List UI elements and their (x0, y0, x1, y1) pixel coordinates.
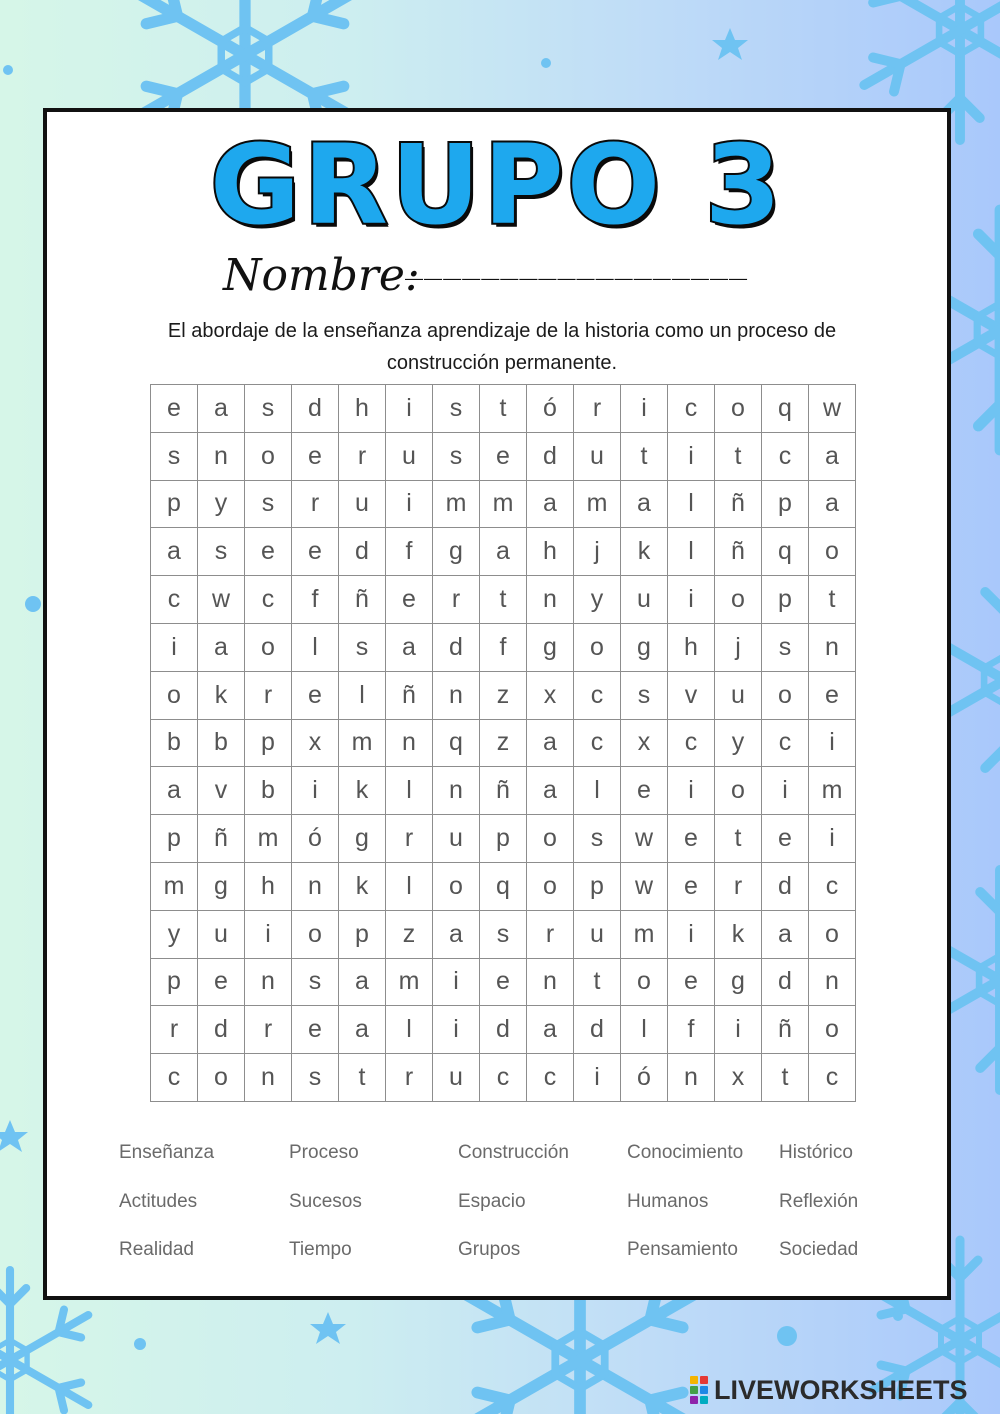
grid-cell[interactable]: l (668, 480, 715, 528)
star-icon (310, 1312, 346, 1344)
grid-cell[interactable]: t (574, 958, 621, 1006)
grid-cell[interactable]: i (245, 910, 292, 958)
grid-cell[interactable]: t (480, 385, 527, 433)
grid-cell[interactable]: m (621, 910, 668, 958)
grid-cell[interactable]: o (762, 671, 809, 719)
grid-cell[interactable]: p (762, 576, 809, 624)
grid-cell[interactable]: o (715, 767, 762, 815)
grid-cell[interactable]: h (527, 528, 574, 576)
grid-cell[interactable]: n (809, 623, 856, 671)
grid-cell[interactable]: n (245, 958, 292, 1006)
grid-row (151, 719, 856, 767)
grid-cell[interactable]: x (621, 719, 668, 767)
grid-cell[interactable]: c (151, 576, 198, 624)
grid-cell[interactable]: n (668, 1054, 715, 1102)
grid-cell[interactable]: f (480, 623, 527, 671)
grid-cell[interactable]: a (198, 623, 245, 671)
grid-cell[interactable]: i (386, 480, 433, 528)
grid-cell[interactable]: q (762, 385, 809, 433)
word-list-item: Humanos (627, 1191, 709, 1212)
grid-row (151, 385, 856, 433)
grid-cell[interactable]: o (809, 910, 856, 958)
grid-cell[interactable]: n (433, 767, 480, 815)
grid-cell[interactable]: c (762, 719, 809, 767)
grid-cell[interactable]: v (198, 767, 245, 815)
grid-cell[interactable]: l (386, 862, 433, 910)
grid-cell[interactable]: d (480, 1006, 527, 1054)
grid-cell[interactable]: m (339, 719, 386, 767)
logo-square (690, 1396, 698, 1404)
worksheet-card (43, 108, 951, 1300)
grid-cell[interactable]: g (621, 623, 668, 671)
grid-cell[interactable]: o (809, 1006, 856, 1054)
grid-cell[interactable]: u (198, 910, 245, 958)
grid-cell[interactable]: d (433, 623, 480, 671)
grid-cell[interactable]: c (151, 1054, 198, 1102)
grid-cell[interactable]: c (527, 1054, 574, 1102)
grid-cell[interactable]: a (527, 1006, 574, 1054)
grid-cell[interactable]: ñ (480, 767, 527, 815)
grid-cell[interactable]: u (339, 480, 386, 528)
grid-cell[interactable]: o (715, 385, 762, 433)
grid-cell[interactable]: f (668, 1006, 715, 1054)
grid-cell[interactable]: w (621, 862, 668, 910)
word-list-item: Realidad (119, 1239, 194, 1260)
grid-cell[interactable]: e (809, 671, 856, 719)
grid-cell[interactable]: ñ (198, 815, 245, 863)
grid-cell[interactable]: k (198, 671, 245, 719)
word-list-item: Enseñanza (119, 1142, 215, 1163)
grid-cell[interactable]: t (621, 432, 668, 480)
grid-cell[interactable]: s (480, 910, 527, 958)
grid-row (151, 576, 856, 624)
word-search-grid (150, 384, 856, 1102)
grid-cell[interactable]: e (668, 815, 715, 863)
grid-cell[interactable]: d (762, 958, 809, 1006)
grid-cell[interactable]: q (433, 719, 480, 767)
grid-cell[interactable]: v (668, 671, 715, 719)
grid-cell[interactable]: y (574, 576, 621, 624)
grid-cell[interactable]: q (480, 862, 527, 910)
grid-cell[interactable]: i (668, 576, 715, 624)
grid-cell[interactable]: ñ (762, 1006, 809, 1054)
grid-cell[interactable]: g (433, 528, 480, 576)
grid-cell[interactable]: l (386, 767, 433, 815)
grid-cell[interactable]: d (762, 862, 809, 910)
grid-cell[interactable]: k (621, 528, 668, 576)
grid-cell[interactable]: p (339, 910, 386, 958)
grid-cell[interactable]: u (574, 910, 621, 958)
grid-cell[interactable]: w (621, 815, 668, 863)
grid-cell[interactable]: m (480, 480, 527, 528)
grid-cell[interactable]: n (527, 958, 574, 1006)
grid-cell[interactable]: e (668, 862, 715, 910)
grid-cell[interactable]: r (245, 1006, 292, 1054)
grid-cell[interactable]: m (574, 480, 621, 528)
grid-cell[interactable]: o (151, 671, 198, 719)
grid-cell[interactable]: o (621, 958, 668, 1006)
grid-cell[interactable]: g (198, 862, 245, 910)
grid-cell[interactable]: m (386, 958, 433, 1006)
grid-cell[interactable]: i (668, 910, 715, 958)
word-list-item: Tiempo (289, 1239, 352, 1260)
grid-cell[interactable]: k (715, 910, 762, 958)
grid-cell[interactable]: c (668, 385, 715, 433)
grid-cell[interactable]: a (386, 623, 433, 671)
grid-row (151, 671, 856, 719)
grid-cell[interactable]: u (433, 1054, 480, 1102)
grid-cell[interactable]: s (292, 958, 339, 1006)
star-icon (0, 1120, 28, 1152)
grid-row (151, 480, 856, 528)
grid-cell[interactable]: d (292, 385, 339, 433)
brand-text: LIVEWORKSHEETS (714, 1374, 968, 1405)
grid-cell[interactable]: s (292, 1054, 339, 1102)
grid-cell[interactable]: c (574, 671, 621, 719)
grid-cell[interactable]: m (151, 862, 198, 910)
logo-square (700, 1386, 708, 1394)
grid-cell[interactable]: n (245, 1054, 292, 1102)
grid-cell[interactable]: b (198, 719, 245, 767)
grid-cell[interactable]: e (480, 958, 527, 1006)
grid-row (151, 432, 856, 480)
grid-cell[interactable]: n (809, 958, 856, 1006)
word-list-item: Actitudes (119, 1191, 198, 1212)
word-list-item: Espacio (458, 1191, 526, 1212)
grid-cell[interactable]: n (292, 862, 339, 910)
grid-cell[interactable]: a (527, 480, 574, 528)
grid-cell[interactable]: ñ (715, 528, 762, 576)
grid-cell[interactable]: t (480, 576, 527, 624)
grid-cell[interactable]: o (433, 862, 480, 910)
grid-cell[interactable]: g (715, 958, 762, 1006)
grid-cell[interactable]: a (527, 767, 574, 815)
grid-cell[interactable]: a (480, 528, 527, 576)
grid-cell[interactable]: a (339, 958, 386, 1006)
grid-cell[interactable]: a (151, 767, 198, 815)
grid-cell[interactable]: s (198, 528, 245, 576)
grid-cell[interactable]: s (433, 385, 480, 433)
grid-cell[interactable]: s (621, 671, 668, 719)
grid-cell[interactable]: h (339, 385, 386, 433)
grid-cell[interactable]: o (715, 576, 762, 624)
instruction-text: El abordaje de la enseñanza aprendizaje de la historia como un proceso de construcción permanente. (167, 320, 837, 374)
grid-cell[interactable]: x (292, 719, 339, 767)
grid-cell[interactable]: i (292, 767, 339, 815)
grid-row (151, 623, 856, 671)
grid-cell[interactable]: ñ (339, 576, 386, 624)
grid-cell[interactable]: b (151, 719, 198, 767)
grid-cell[interactable]: x (715, 1054, 762, 1102)
grid-cell[interactable]: a (762, 910, 809, 958)
star-icon (712, 28, 748, 60)
grid-cell[interactable]: i (574, 1054, 621, 1102)
grid-cell[interactable]: d (198, 1006, 245, 1054)
grid-cell[interactable]: r (527, 910, 574, 958)
word-list-item: Reflexión (779, 1191, 859, 1212)
grid-cell[interactable]: z (480, 719, 527, 767)
grid-cell[interactable]: ñ (386, 671, 433, 719)
grid-cell[interactable]: z (480, 671, 527, 719)
grid-cell[interactable]: t (809, 576, 856, 624)
grid-cell[interactable]: n (198, 432, 245, 480)
grid-cell[interactable]: r (292, 480, 339, 528)
grid-cell[interactable]: r (151, 1006, 198, 1054)
grid-cell[interactable]: e (198, 958, 245, 1006)
grid-cell[interactable]: a (621, 480, 668, 528)
logo-square (690, 1386, 698, 1394)
grid-cell[interactable]: p (245, 719, 292, 767)
grid-cell[interactable]: e (292, 528, 339, 576)
word-list-item: Sucesos (289, 1191, 362, 1212)
grid-cell[interactable]: t (715, 432, 762, 480)
grid-cell[interactable]: o (245, 623, 292, 671)
grid-cell[interactable]: e (245, 528, 292, 576)
grid-cell[interactable]: ó (621, 1054, 668, 1102)
grid-cell[interactable]: i (715, 1006, 762, 1054)
grid-cell[interactable]: j (715, 623, 762, 671)
grid-cell[interactable]: z (386, 910, 433, 958)
grid-cell[interactable]: u (574, 432, 621, 480)
grid-cell[interactable]: f (386, 528, 433, 576)
grid-cell[interactable]: x (527, 671, 574, 719)
word-list-item: Sociedad (779, 1239, 859, 1260)
grid-row (151, 862, 856, 910)
grid-cell[interactable]: e (151, 385, 198, 433)
grid-cell[interactable]: c (574, 719, 621, 767)
grid-row (151, 767, 856, 815)
grid-cell[interactable]: e (668, 958, 715, 1006)
grid-cell[interactable]: p (151, 480, 198, 528)
grid-cell[interactable]: s (433, 432, 480, 480)
grid-cell[interactable]: l (386, 1006, 433, 1054)
grid-cell[interactable]: s (151, 432, 198, 480)
grid-cell[interactable]: a (433, 910, 480, 958)
word-list-item: Pensamiento (627, 1239, 738, 1260)
grid-cell[interactable]: a (809, 432, 856, 480)
grid-cell[interactable]: e (292, 432, 339, 480)
grid-cell[interactable]: i (621, 385, 668, 433)
grid-cell[interactable]: p (480, 815, 527, 863)
grid-cell[interactable]: u (715, 671, 762, 719)
grid-cell[interactable]: e (621, 767, 668, 815)
grid-cell[interactable]: y (151, 910, 198, 958)
word-list-item: Grupos (458, 1239, 521, 1260)
grid-cell[interactable]: p (574, 862, 621, 910)
grid-cell[interactable]: s (762, 623, 809, 671)
liveworksheets-brand (690, 1374, 968, 1406)
grid-cell[interactable]: l (339, 671, 386, 719)
grid-cell[interactable]: p (151, 815, 198, 863)
grid-cell[interactable]: t (339, 1054, 386, 1102)
grid-cell[interactable]: r (433, 576, 480, 624)
grid-cell[interactable]: a (339, 1006, 386, 1054)
grid-cell[interactable]: s (574, 815, 621, 863)
grid-cell[interactable]: o (527, 862, 574, 910)
grid-row (151, 528, 856, 576)
grid-row (151, 958, 856, 1006)
grid-cell[interactable]: u (433, 815, 480, 863)
grid-cell[interactable]: g (527, 623, 574, 671)
grid-cell[interactable]: c (668, 719, 715, 767)
grid-cell[interactable]: m (433, 480, 480, 528)
grid-row (151, 1054, 856, 1102)
grid-cell[interactable]: t (762, 1054, 809, 1102)
grid-cell[interactable]: i (809, 815, 856, 863)
grid-cell[interactable]: a (527, 719, 574, 767)
page-title: GRUPO 3 (209, 121, 785, 249)
grid-cell[interactable]: c (762, 432, 809, 480)
grid-cell[interactable]: h (245, 862, 292, 910)
grid-cell[interactable]: ñ (715, 480, 762, 528)
grid-cell[interactable]: o (198, 1054, 245, 1102)
grid-cell[interactable]: n (527, 576, 574, 624)
grid-cell[interactable]: y (715, 719, 762, 767)
grid-cell[interactable]: a (198, 385, 245, 433)
grid-cell[interactable]: i (762, 767, 809, 815)
grid-cell[interactable]: n (433, 671, 480, 719)
grid-row (151, 910, 856, 958)
grid-cell[interactable]: i (433, 958, 480, 1006)
grid-cell[interactable]: o (809, 528, 856, 576)
grid-cell[interactable]: l (574, 767, 621, 815)
grid-cell[interactable]: o (292, 910, 339, 958)
grid-cell[interactable]: u (386, 432, 433, 480)
grid-cell[interactable]: i (151, 623, 198, 671)
grid-cell[interactable]: w (198, 576, 245, 624)
grid-cell[interactable]: e (480, 432, 527, 480)
grid-cell[interactable]: e (762, 815, 809, 863)
grid-cell[interactable]: r (715, 862, 762, 910)
grid-cell[interactable]: s (245, 385, 292, 433)
grid-cell[interactable]: i (668, 432, 715, 480)
grid-cell[interactable]: ó (527, 385, 574, 433)
grid-cell[interactable]: t (715, 815, 762, 863)
grid-cell[interactable]: a (809, 480, 856, 528)
logo-square (690, 1376, 698, 1384)
grid-cell[interactable]: r (574, 385, 621, 433)
grid-cell[interactable]: i (433, 1006, 480, 1054)
grid-cell[interactable]: g (339, 815, 386, 863)
grid-cell[interactable]: c (480, 1054, 527, 1102)
grid-cell[interactable]: r (386, 815, 433, 863)
grid-cell[interactable]: l (668, 528, 715, 576)
grid-row (151, 1006, 856, 1054)
grid-cell[interactable]: b (245, 767, 292, 815)
grid-cell[interactable]: p (151, 958, 198, 1006)
grid-cell[interactable]: r (386, 1054, 433, 1102)
logo-square (700, 1396, 708, 1404)
grid-cell[interactable]: i (809, 719, 856, 767)
grid-cell[interactable]: o (245, 432, 292, 480)
grid-cell[interactable]: y (198, 480, 245, 528)
grid-cell[interactable]: l (292, 623, 339, 671)
grid-cell[interactable]: m (809, 767, 856, 815)
grid-cell[interactable]: c (245, 576, 292, 624)
name-blank-line[interactable]: __________________ (405, 246, 749, 281)
grid-cell[interactable]: d (527, 432, 574, 480)
grid-cell[interactable]: k (339, 862, 386, 910)
grid-cell[interactable]: k (339, 767, 386, 815)
grid-cell[interactable]: l (621, 1006, 668, 1054)
grid-cell[interactable]: e (292, 1006, 339, 1054)
grid-cell[interactable]: w (809, 385, 856, 433)
grid-cell[interactable]: c (809, 862, 856, 910)
logo-square (700, 1376, 708, 1384)
name-label: Nombre: (223, 250, 420, 301)
word-list-item: Histórico (779, 1142, 853, 1163)
grid-cell[interactable]: s (245, 480, 292, 528)
grid-cell[interactable]: ó (292, 815, 339, 863)
grid-cell[interactable]: u (621, 576, 668, 624)
grid-cell[interactable]: d (339, 528, 386, 576)
word-list-item: Construcción (458, 1142, 569, 1163)
grid-cell[interactable]: i (386, 385, 433, 433)
grid-cell[interactable]: h (668, 623, 715, 671)
grid-cell[interactable]: e (386, 576, 433, 624)
grid-cell[interactable]: r (245, 671, 292, 719)
grid-cell[interactable]: j (574, 528, 621, 576)
grid-cell[interactable]: s (339, 623, 386, 671)
grid-cell[interactable]: i (668, 767, 715, 815)
grid-row (151, 815, 856, 863)
grid-cell[interactable]: p (762, 480, 809, 528)
grid-cell[interactable]: q (762, 528, 809, 576)
word-list-item: Proceso (289, 1142, 359, 1163)
grid-cell[interactable]: m (245, 815, 292, 863)
grid-cell[interactable]: d (574, 1006, 621, 1054)
grid-cell[interactable]: f (292, 576, 339, 624)
grid-cell[interactable]: r (339, 432, 386, 480)
grid-cell[interactable]: o (527, 815, 574, 863)
grid-cell[interactable]: n (386, 719, 433, 767)
grid-cell[interactable]: a (151, 528, 198, 576)
word-list-item: Conocimiento (627, 1142, 744, 1163)
grid-cell[interactable]: e (292, 671, 339, 719)
liveworksheets-logo-icon (690, 1376, 708, 1404)
grid-cell[interactable]: o (574, 623, 621, 671)
grid-cell[interactable]: c (809, 1054, 856, 1102)
